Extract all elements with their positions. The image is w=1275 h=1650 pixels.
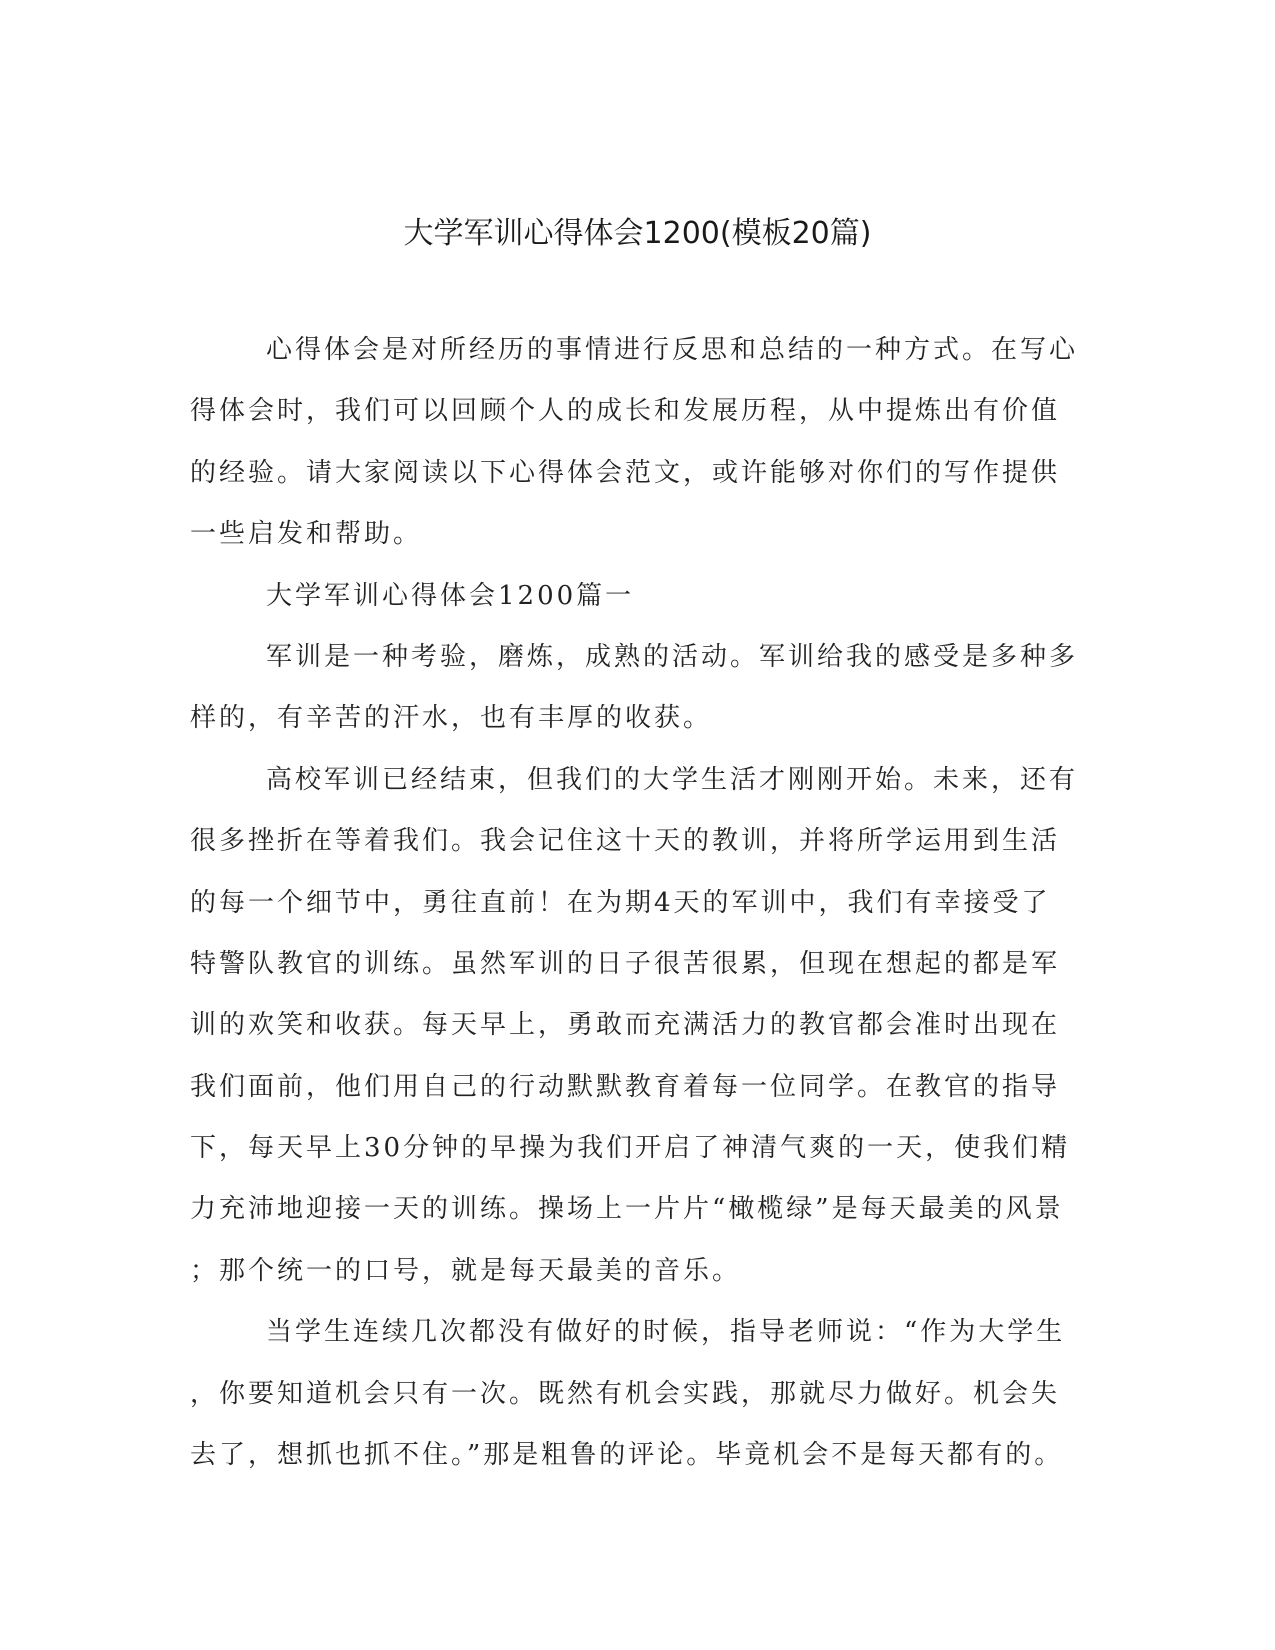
text-line: 下，每天早上30分钟的早操为我们开启了神清气爽的一天，使我们精 (190, 1133, 1071, 1164)
text-line: 训的欢笑和收获。每天早上，勇敢而充满活力的教官都会准时出现在 (190, 1010, 1061, 1041)
text-line: 心得体会是对所经历的事情进行反思和总结的一种方式。在写心 (266, 335, 1079, 365)
text-line: 我们面前，他们用自己的行动默默教育着每一位同学。在教官的指导 (190, 1071, 1061, 1102)
document-body (190, 330, 1080, 1496)
text-line: 很多挫折在等着我们。我会记住这十天的教训，并将所学运用到生活 (190, 826, 1061, 857)
text-line: 一些启发和帮助。 (190, 519, 423, 550)
text-line: 样的，有辛苦的汗水，也有丰厚的收获。 (190, 703, 713, 734)
text-line: 得体会时，我们可以回顾个人的成长和发展历程，从中提炼出有价值 (190, 396, 1061, 427)
text-line: 军训是一种考验，磨炼，成熟的活动。军训给我的感受是多种多 (266, 641, 1079, 672)
document-title: 大学军训心得体会1200(模板20篇) (403, 216, 872, 251)
text-line: 的经验。请大家阅读以下心得体会范文，或许能够对你们的写作提供 (190, 457, 1061, 488)
text-line: 高校军训已经结束，但我们的大学生活才刚刚开始。未来，还有 (266, 764, 1079, 795)
text-line: ；那个统一的口号，就是每天最美的音乐。 (190, 1255, 742, 1286)
text-line: 特警队教官的训练。虽然军训的日子很苦很累，但现在想起的都是军 (190, 948, 1061, 979)
text-line: 去了，想抓也抓不住。”那是粗鲁的评论。毕竟机会不是每天都有的。 (190, 1440, 1064, 1471)
text-line: 力充沛地迎接一天的训练。操场上一片片“橄榄绿”是每天最美的风景 (190, 1194, 1064, 1225)
text-line: 的每一个细节中，勇往直前！在为期4天的军训中，我们有幸接受了 (190, 887, 1051, 918)
section-heading: 大学军训心得体会1200篇一 (266, 580, 635, 611)
text-line: 当学生连续几次都没有做好的时候，指导老师说：“作为大学生 (266, 1317, 1066, 1348)
text-line: ，你要知道机会只有一次。既然有机会实践，那就尽力做好。机会失 (190, 1378, 1061, 1409)
